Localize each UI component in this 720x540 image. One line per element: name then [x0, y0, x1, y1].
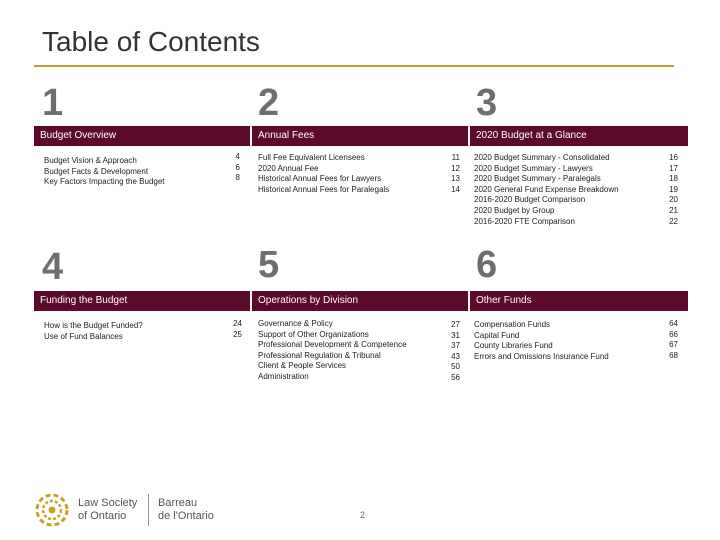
page-title: Table of Contents [42, 26, 260, 57]
section-5-pages [440, 320, 460, 384]
toc-page: 12 [451, 163, 460, 173]
toc-page: 22 [669, 216, 678, 226]
toc-item[interactable]: Governance & Policy [258, 319, 333, 328]
section-6-pages [658, 319, 678, 361]
section-5-number: 5 [258, 244, 280, 286]
toc-item[interactable]: 2020 Budget by Group [474, 205, 555, 215]
toc-page: 24 [233, 319, 242, 328]
section-4-number: 4 [42, 246, 64, 288]
toc-page: 43 [451, 351, 460, 361]
toc-item[interactable]: Compensation Funds [474, 320, 551, 329]
toc-item[interactable]: Professional Regulation & Tribunal [258, 350, 381, 360]
toc-item[interactable]: 2020 Annual Fee [258, 163, 319, 173]
toc-page: 14 [451, 184, 460, 194]
toc-item[interactable]: 2020 General Fund Expense Breakdown [474, 184, 619, 194]
toc-page: 37 [451, 341, 460, 351]
toc-item[interactable]: County Libraries Fund [474, 341, 553, 351]
section-1-items [44, 156, 165, 188]
toc-page: 68 [669, 350, 678, 360]
toc-item[interactable]: Support of Other Organizations [258, 329, 369, 339]
section-6-number: 6 [476, 244, 498, 286]
law-society-logo [34, 492, 274, 528]
toc-item[interactable]: Historical Annual Fees for Lawyers [258, 174, 382, 184]
toc-item[interactable]: 2020 Budget Summary - Consolidated [474, 153, 610, 162]
section-3-items [474, 153, 619, 227]
logo-text-en [78, 497, 137, 523]
toc-item[interactable]: 2016-2020 FTE Comparison [474, 216, 575, 226]
section-2-items [258, 153, 389, 195]
logo-fr-line1: Barreau [158, 497, 198, 509]
toc-page: 25 [233, 329, 242, 339]
section-6-heading: Other Funds [470, 291, 688, 311]
logo-text-fr [158, 497, 214, 523]
section-5-heading: Operations by Division [252, 291, 468, 311]
section-1-number: 1 [42, 82, 64, 124]
logo-en-line2: of Ontario [78, 510, 127, 522]
section-4-heading: Funding the Budget [34, 291, 250, 311]
toc-item[interactable]: Errors and Omissions Insurance Fund [474, 351, 609, 361]
toc-item[interactable]: Budget Facts & Development [44, 166, 149, 176]
section-5-items [258, 319, 407, 383]
toc-item[interactable]: How is the Budget Funded? [44, 321, 143, 330]
toc-page: 64 [669, 319, 678, 328]
toc-page: 13 [451, 174, 460, 184]
toc-page: 50 [451, 362, 460, 372]
toc-item[interactable]: 2020 Budget Summary - Lawyers [474, 163, 593, 173]
toc-item[interactable]: Key Factors Impacting the Budget [44, 177, 165, 187]
toc-item[interactable]: Administration [258, 371, 309, 381]
logo-divider [148, 494, 149, 526]
toc-item[interactable]: 2020 Budget Summary - Paralegals [474, 174, 601, 184]
section-2-heading: Annual Fees [252, 126, 468, 146]
section-2-pages [440, 153, 460, 195]
section-4-pages [222, 319, 242, 340]
toc-page: 27 [451, 320, 460, 329]
section-6-items [474, 320, 609, 362]
toc-page: 8 [235, 173, 240, 183]
toc-item[interactable]: Full Fee Equivalent Licensees [258, 153, 365, 162]
toc-page: 56 [451, 372, 460, 382]
toc-page: 17 [669, 163, 678, 173]
toc-page: 16 [669, 153, 678, 162]
section-1-pages [220, 152, 240, 184]
toc-item[interactable]: Client & People Services [258, 361, 347, 371]
section-3-number: 3 [476, 82, 498, 124]
toc-item[interactable]: Budget Vision & Approach [44, 156, 137, 165]
toc-item[interactable]: Historical Annual Fees for Paralegals [258, 184, 390, 194]
toc-page: 31 [451, 330, 460, 340]
toc-page: 19 [669, 184, 678, 194]
logo-fr-line2: de l'Ontario [158, 510, 214, 522]
toc-page: 20 [669, 195, 678, 205]
toc-page: 67 [669, 340, 678, 350]
section-3-pages [658, 153, 678, 227]
toc-page: 11 [451, 153, 460, 162]
section-3-heading: 2020 Budget at a Glance [470, 126, 688, 146]
page-number: 2 [360, 510, 366, 520]
toc-page: 21 [669, 205, 678, 215]
section-1-heading: Budget Overview [34, 126, 250, 146]
logo-en-line1: Law Society [78, 497, 138, 509]
section-4-items [44, 321, 143, 342]
toc-page: 4 [235, 152, 240, 161]
section-2-number: 2 [258, 82, 280, 124]
toc-page: 6 [235, 162, 240, 172]
toc-item[interactable]: Capital Fund [474, 330, 520, 340]
toc-item[interactable]: Professional Development & Competence [258, 340, 407, 350]
toc-page: 66 [669, 329, 678, 339]
law-society-emblem-icon [34, 492, 70, 528]
title-underline [34, 65, 674, 67]
toc-item[interactable]: Use of Fund Balances [44, 331, 123, 341]
toc-item[interactable]: 2016-2020 Budget Comparison [474, 195, 586, 205]
toc-page: 18 [669, 174, 678, 184]
